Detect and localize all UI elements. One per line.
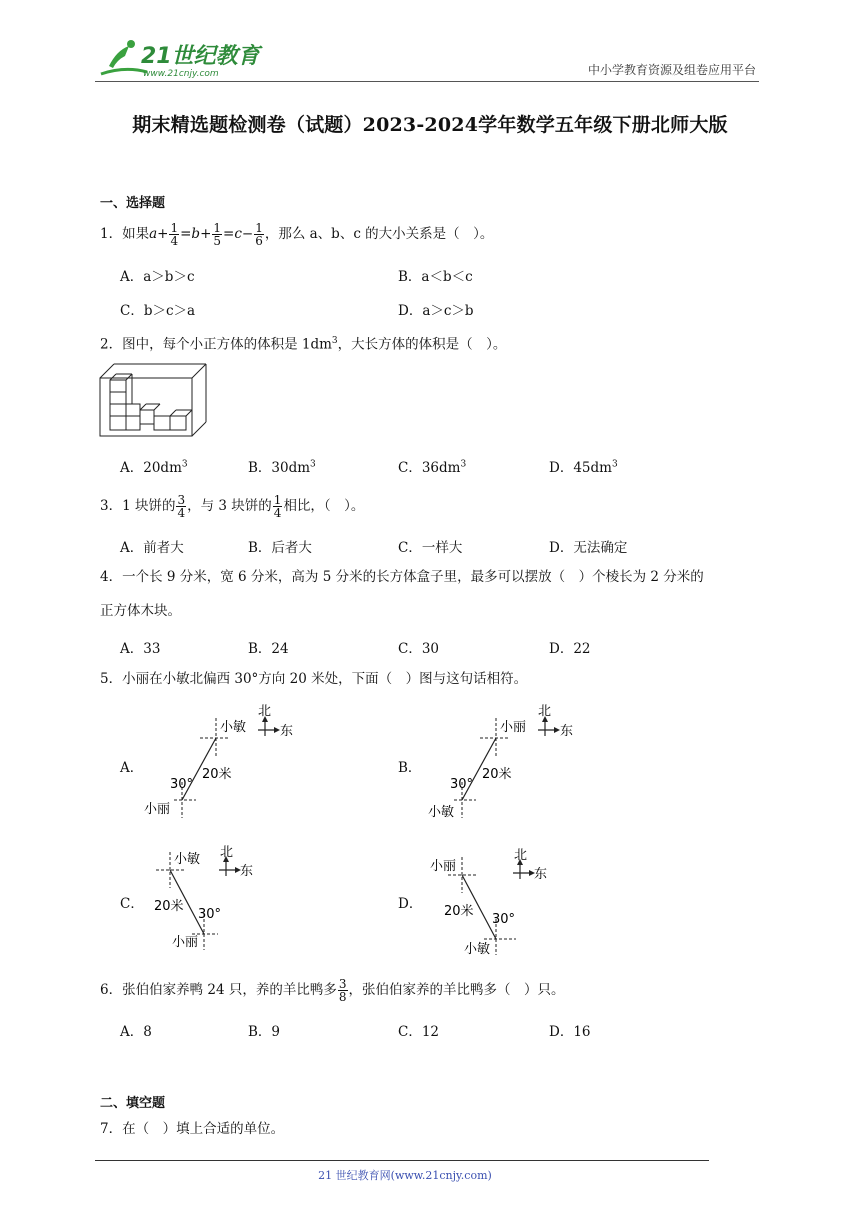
q5-diagram-b bbox=[420, 700, 580, 829]
svg-text:东: 东 bbox=[534, 867, 548, 882]
q2-option-b[interactable]: B．$30dm^3$ bbox=[248, 459, 316, 476]
q2-option-c[interactable]: C．$36dm^3$ bbox=[398, 459, 467, 476]
q5-diagram-d bbox=[420, 845, 580, 969]
cuboid-figure bbox=[98, 362, 210, 444]
svg-text:北: 北 bbox=[514, 848, 528, 863]
q1-fraction-2: $\frac{1}{5}$ bbox=[213, 221, 222, 248]
q1-tail: ，那么 a、b、c 的大小关系是（ ）。 bbox=[264, 226, 494, 242]
svg-text:小丽: 小丽 bbox=[172, 935, 199, 950]
svg-text:30°: 30° bbox=[492, 912, 516, 927]
question-2: 2．图中，每个小正方体的体积是 $1dm^3$，大长方体的体积是（ ）。 bbox=[100, 336, 507, 353]
q4-option-d[interactable]: D．22 bbox=[549, 641, 591, 657]
svg-text:小敏: 小敏 bbox=[220, 720, 247, 735]
svg-text:30°: 30° bbox=[198, 907, 222, 922]
q6-option-c[interactable]: C．12 bbox=[398, 1024, 440, 1040]
footer-link[interactable]: 21 世纪教育网(www.21cnjy.com) bbox=[318, 1169, 492, 1182]
question-1 bbox=[100, 222, 493, 247]
q4-option-a[interactable]: A．33 bbox=[120, 641, 161, 657]
question-4-line-1: 4．一个长 9 分米，宽 6 分米，高为 5 分米的长方体盒子里，最多可以摆放（ ）个棱长为 2 分米的 bbox=[100, 569, 704, 585]
section-heading: 一、选择题 bbox=[100, 196, 166, 211]
svg-text:北: 北 bbox=[258, 704, 272, 719]
q4-option-c[interactable]: C．30 bbox=[398, 641, 440, 657]
q1-var-a: a bbox=[149, 226, 158, 242]
q6-option-d[interactable]: D．16 bbox=[549, 1024, 591, 1040]
q1-option-a[interactable]: A．a＞b＞c bbox=[120, 269, 195, 285]
q1-fraction-3: $\frac{1}{6}$ bbox=[255, 221, 263, 248]
section-heading-2: 二、填空题 bbox=[100, 1096, 166, 1111]
svg-text:东: 东 bbox=[280, 724, 294, 739]
q3-option-a[interactable]: A．前者大 bbox=[120, 540, 184, 556]
svg-text:21世纪教育: 21世纪教育 bbox=[141, 44, 260, 69]
svg-text:30°: 30° bbox=[450, 777, 474, 792]
q1-fraction-1: $\frac{1}{4}$ bbox=[170, 221, 179, 248]
question-3: 3．1 块饼的 $\frac{3}{4}$ ，与 3 块饼的 $\frac{1}{4}$ 相比，（ ）。 bbox=[100, 493, 365, 520]
question-7: 7．在（ ）填上合适的单位。 bbox=[100, 1121, 285, 1137]
q5-option-c[interactable]: C． bbox=[120, 896, 144, 912]
svg-text:小丽: 小丽 bbox=[430, 859, 457, 874]
header-divider bbox=[95, 81, 759, 82]
q1-eq-c: =c− bbox=[223, 226, 254, 242]
svg-text:小敏: 小敏 bbox=[428, 805, 455, 820]
footer-divider bbox=[95, 1160, 709, 1161]
q1-plus: + bbox=[157, 226, 169, 242]
q1-option-b[interactable]: B．a＜b＜c bbox=[398, 269, 473, 285]
q3-fraction-1: $\frac{3}{4}$ bbox=[177, 493, 186, 520]
q1-option-c[interactable]: C．b＞c＞a bbox=[120, 303, 196, 319]
q5-diagram-c bbox=[140, 840, 300, 964]
q1-eq-b: =b+ bbox=[180, 226, 212, 242]
q6-option-b[interactable]: B．9 bbox=[248, 1024, 281, 1040]
svg-text:20米: 20米 bbox=[444, 904, 474, 919]
page-title: 期末精选题检测卷（试题）2023-2024学年数学五年级下册北师大版 bbox=[132, 114, 728, 136]
question-5: 5．小丽在小敏北偏西 30°方向 20 米处，下面（ ）图与这句话相符。 bbox=[100, 671, 528, 687]
svg-text:小丽: 小丽 bbox=[500, 720, 527, 735]
svg-text:20米: 20米 bbox=[154, 899, 184, 914]
svg-text:北: 北 bbox=[538, 704, 552, 719]
q3-option-c[interactable]: C．一样大 bbox=[398, 540, 463, 556]
svg-text:小丽: 小丽 bbox=[144, 802, 171, 817]
svg-text:20米: 20米 bbox=[482, 767, 512, 782]
svg-text:www.21cnjy.com: www.21cnjy.com bbox=[143, 69, 219, 79]
question-4-line-2: 正方体木块。 bbox=[100, 603, 181, 619]
q2-option-a[interactable]: A．$20dm^3$ bbox=[120, 459, 188, 476]
q6-option-a[interactable]: A．8 bbox=[120, 1024, 152, 1040]
svg-text:30°: 30° bbox=[170, 777, 194, 792]
svg-text:东: 东 bbox=[560, 724, 574, 739]
question-6: 6．张伯伯家养鸭 24 只，养的羊比鸭多 $\frac{3}{8}$ ，张伯伯家养的羊比鸭多（ ）只。 bbox=[100, 977, 565, 1004]
q1-prefix: 1．如果 bbox=[100, 226, 150, 242]
q2-option-d[interactable]: D．$45dm^3$ bbox=[549, 459, 618, 476]
q5-option-b[interactable]: B． bbox=[398, 760, 422, 776]
svg-text:东: 东 bbox=[240, 864, 254, 879]
logo bbox=[95, 36, 265, 82]
q3-fraction-2: $\frac{1}{4}$ bbox=[273, 493, 282, 520]
q1-option-d[interactable]: D．a＞c＞b bbox=[398, 303, 474, 319]
q5-option-d[interactable]: D． bbox=[398, 896, 423, 912]
q6-fraction: $\frac{3}{8}$ bbox=[338, 977, 347, 1004]
platform-label: 中小学教育资源及组卷应用平台 bbox=[587, 63, 756, 77]
svg-text:小敏: 小敏 bbox=[464, 942, 491, 957]
svg-text:小敏: 小敏 bbox=[174, 852, 201, 867]
q5-diagram-a bbox=[140, 700, 300, 829]
q4-option-b[interactable]: B．24 bbox=[248, 641, 289, 657]
svg-text:20米: 20米 bbox=[202, 767, 232, 782]
q5-option-a[interactable]: A． bbox=[120, 760, 144, 776]
q3-option-d[interactable]: D．无法确定 bbox=[549, 540, 628, 556]
svg-text:北: 北 bbox=[220, 845, 234, 860]
q3-option-b[interactable]: B．后者大 bbox=[248, 540, 312, 556]
